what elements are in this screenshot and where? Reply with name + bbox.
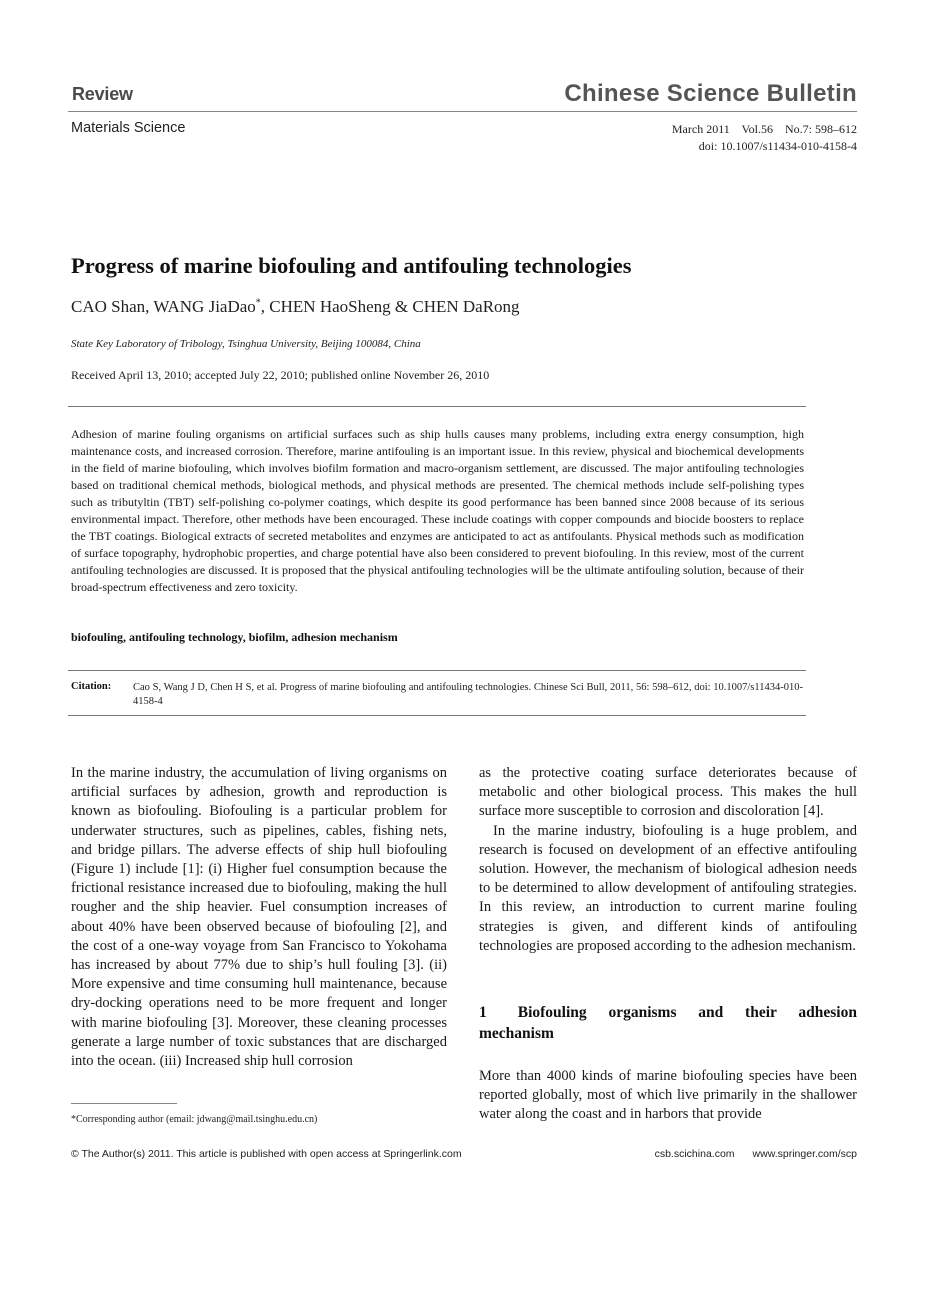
section-label: Materials Science bbox=[71, 120, 186, 136]
journal-name: Chinese Science Bulletin bbox=[564, 80, 857, 107]
authors-first: CAO Shan, WANG JiaDao bbox=[71, 297, 256, 316]
keywords: biofouling, antifouling technology, biofilm, adhesion mechanism bbox=[71, 630, 398, 644]
citation-top-rule bbox=[68, 670, 806, 671]
abstract: Adhesion of marine fouling organisms on artificial surfaces such as ship hulls causes many problems, including extra energy consumption, high maintenance costs, and increased corrosion. Therefore, marine antifouling is an important issue. In this review, physical and biochemical developments in the field of marine biofouling, which involves biofilm formation and macro-organism settlement, are discussed. The major antifouling technologies based on traditional chemical methods, biological methods, and physical methods are presented. The chemical methods include self-polishing types such as tributyltin (TBT) self-polishing co-polymer coatings, which despite its good performance has been banned since 2008 because of its serious environmental impact. Therefore, other methods have been encouraged. These include coatings with copper compounds and biocide boosters to replace the TBT coatings. Biological extracts of secreted metabolites and enzymes are anticipated to act as antifoulants. Physical methods such as modification of surface topography, hydrophobic properties, and charge potential have also been considered to prevent biofouling. In this review, most of the current antifouling technologies are discussed. It is proposed that the physical antifouling technologies will be the ultimate antifouling solution, because of their broad-spectrum effectiveness and zero toxicity. bbox=[71, 427, 804, 594]
body-paragraph: as the protective coating surface deteriorates because of metabolic and other biological process. This makes the hull surface more susceptible to corrosion and discoloration [4]. bbox=[479, 765, 857, 820]
citation-text: Cao S, Wang J D, Chen H S, et al. Progress of marine biofouling and antifouling technologies. Chinese Sci Bull, 2011, 56: 598–612, doi: 10.1007/s11434-010-4158-4 bbox=[133, 682, 803, 707]
issue-info: March 2011 Vol.56 No.7: 598–612 bbox=[671, 122, 857, 136]
footer-links bbox=[655, 1148, 857, 1160]
affiliation: State Key Laboratory of Tribology, Tsinghua University, Beijing 100084, China bbox=[71, 338, 421, 350]
header-divider bbox=[68, 111, 857, 112]
corresponding-mark: * bbox=[255, 297, 261, 309]
corresponding-author-footnote: *Corresponding author (email: jdwang@mail.tsinghu.edu.cn) bbox=[71, 1114, 318, 1125]
doi-text: doi: 10.1007/s11434-010-4158-4 bbox=[698, 139, 857, 153]
article-title: Progress of marine biofouling and antifouling technologies bbox=[71, 253, 632, 278]
body-paragraph: In the marine industry, biofouling is a huge problem, and research is focused on development of an effective antifouling solution. However, the mechanism of biological adhesion needs to be determined to allow development of antifouling strategies. In this review, an introduction to current marine fouling strategies is given, and different kinds of antifouling technologies are proposed according to the adhesion mechanism. bbox=[479, 822, 857, 954]
body-paragraph: In the marine industry, the accumulation of living organisms on artificial surfaces by adhesion, growth and reproduction is known as biofouling. Biofouling is a particular problem for underwater structures, such as pipelines, cables, fishing nets, and bridge pillars. The adverse effects of ship hull biofouling (Figure 1) include [1]: (i) Higher fuel consumption because the frictional resistance increased due to biofouling, making the hull rougher and the ship heavier. Fuel consumption increases of about 40% have been observed because of biofouling [2], and the cost of a one-way voyage from San Francisco to Yokohama has increased by about 77% due to ship’s hull fouling [3]. (ii) More expensive and time consuming hull maintenance, because dry-docking operations need to be more frequent and longer with marine biofouling [3]. Moreover, these cleaning processes generate a large number of toxic substances that are discharged into the ocean. (iii) Increased ship hull corrosion bbox=[71, 765, 447, 1070]
received-dates: Received April 13, 2010; accepted July 22, 2010; published online November 26, 2010 bbox=[71, 368, 490, 382]
site-link-csb[interactable]: csb.scichina.com bbox=[654, 1148, 735, 1160]
citation-label: Citation: bbox=[71, 681, 112, 692]
review-label: Review bbox=[72, 84, 133, 104]
abstract-top-rule bbox=[68, 406, 806, 407]
issue-meta bbox=[672, 121, 857, 155]
body-right-column-top bbox=[479, 764, 857, 956]
author-list bbox=[71, 297, 520, 317]
body-left-column bbox=[71, 764, 447, 1071]
section-heading: 1 Biofouling organisms and their adhesion mechanism bbox=[479, 1004, 857, 1042]
citation-bottom-rule bbox=[68, 715, 806, 716]
footnote-rule bbox=[71, 1103, 177, 1104]
authors-rest: , CHEN HaoSheng & CHEN DaRong bbox=[260, 297, 520, 316]
body-right-column-bottom bbox=[479, 1067, 857, 1125]
copyright-notice: © The Author(s) 2011. This article is published with open access at Springerlink.com bbox=[71, 1148, 462, 1160]
body-paragraph: More than 4000 kinds of marine biofouling species have been reported globally, most of which live primarily in the shallower water along the coast and in harbors that provide bbox=[479, 1068, 857, 1123]
site-link-springer[interactable]: www.springer.com/scp bbox=[752, 1148, 857, 1160]
